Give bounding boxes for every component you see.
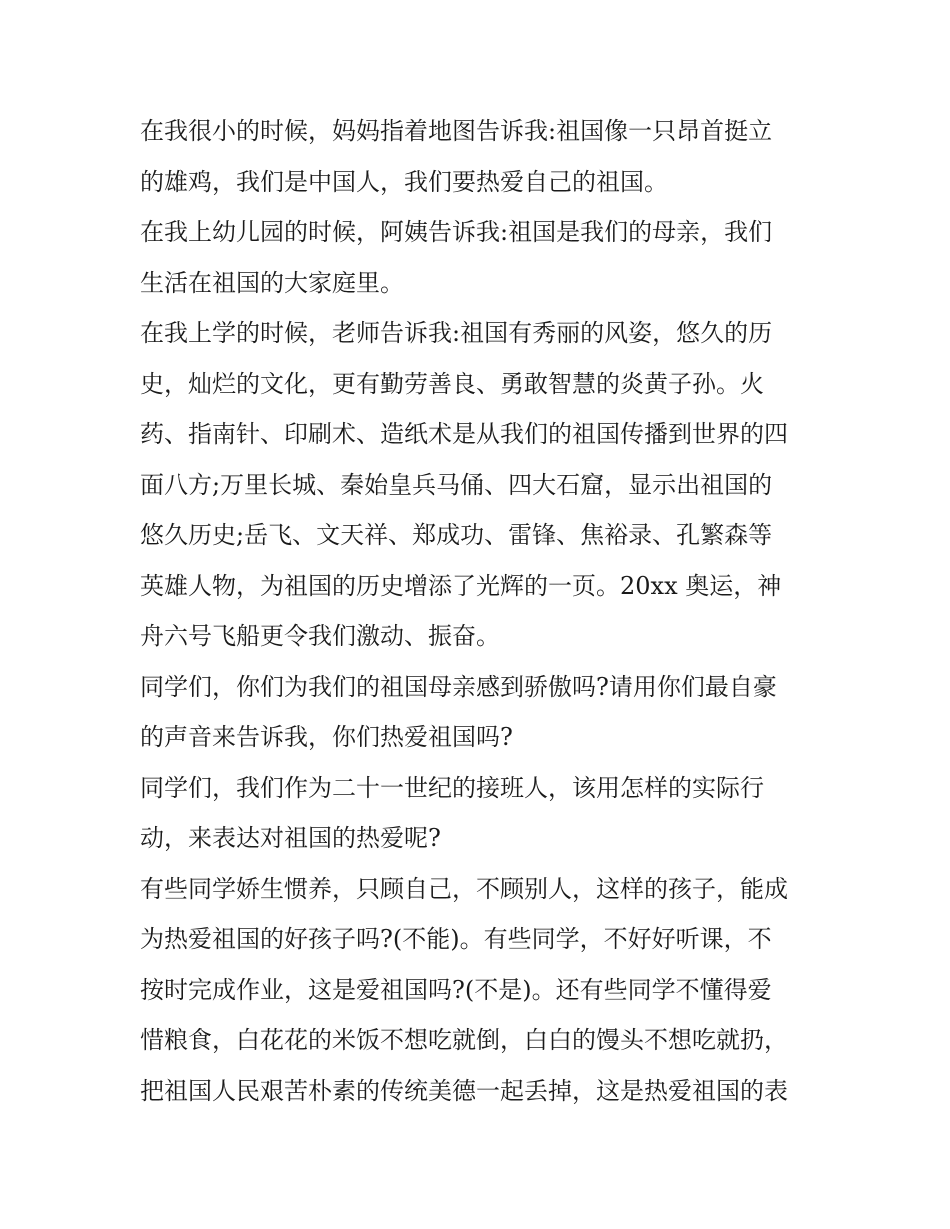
text-line: 生活在祖国的大家庭里。 [140, 268, 404, 297]
text-line: 的声音来告诉我，你们热爱祖国吗? [140, 723, 513, 751]
text-line: 舟六号飞船更令我们激动、振奋。 [140, 622, 500, 650]
text-line: 史，灿烂的文化，更有勤劳善良、勇敢智慧的炎黄子孙。火 [140, 369, 764, 398]
text-line: 在我上学的时候，老师告诉我:祖国有秀丽的风姿，悠久的历 [140, 319, 773, 347]
text-line: 有些同学娇生惯养，只顾自己，不顾别人，这样的孩子，能成 [140, 874, 788, 903]
text-line: 在我很小的时候，妈妈指着地图告诉我:祖国像一只昂首挺立 [140, 117, 773, 145]
text-line: 英雄人物，为祖国的历史增添了光辉的一页。20xx 奥运，神 [140, 571, 782, 600]
text-line: 同学们，你们为我们的祖国母亲感到骄傲吗?请用你们最自豪 [140, 672, 777, 701]
text-line: 动，来表达对祖国的热爱呢? [140, 824, 441, 852]
text-line: 按时完成作业，这是爱祖国吗?(不是)。还有些同学不懂得爱 [140, 975, 772, 1004]
text-line: 惜粮食，白花花的米饭不想吃就倒，白白的馒头不想吃就扔， [140, 1026, 788, 1054]
text-line: 面八方;万里长城、秦始皇兵马俑、四大石窟，显示出祖国的 [140, 470, 773, 499]
text-line: 为热爱祖国的好孩子吗?(不能)。有些同学，不好好听课，不 [140, 925, 772, 953]
text-line: 同学们，我们作为二十一世纪的接班人，该用怎样的实际行 [140, 773, 764, 802]
text-line: 在我上幼儿园的时候，阿姨告诉我:祖国是我们的母亲，我们 [140, 218, 773, 246]
text-line: 的雄鸡，我们是中国人，我们要热爱自己的祖国。 [140, 167, 668, 196]
document-body [140, 106, 820, 1116]
text-line: 悠久历史;岳飞、文天祥、郑成功、雷锋、焦裕录、孔繁森等 [140, 521, 773, 549]
text-line: 把祖国人民艰苦朴素的传统美德一起丢掉，这是热爱祖国的表 [140, 1076, 788, 1105]
text-line: 药、指南针、印刷术、造纸术是从我们的祖国传播到世界的四 [140, 420, 788, 448]
